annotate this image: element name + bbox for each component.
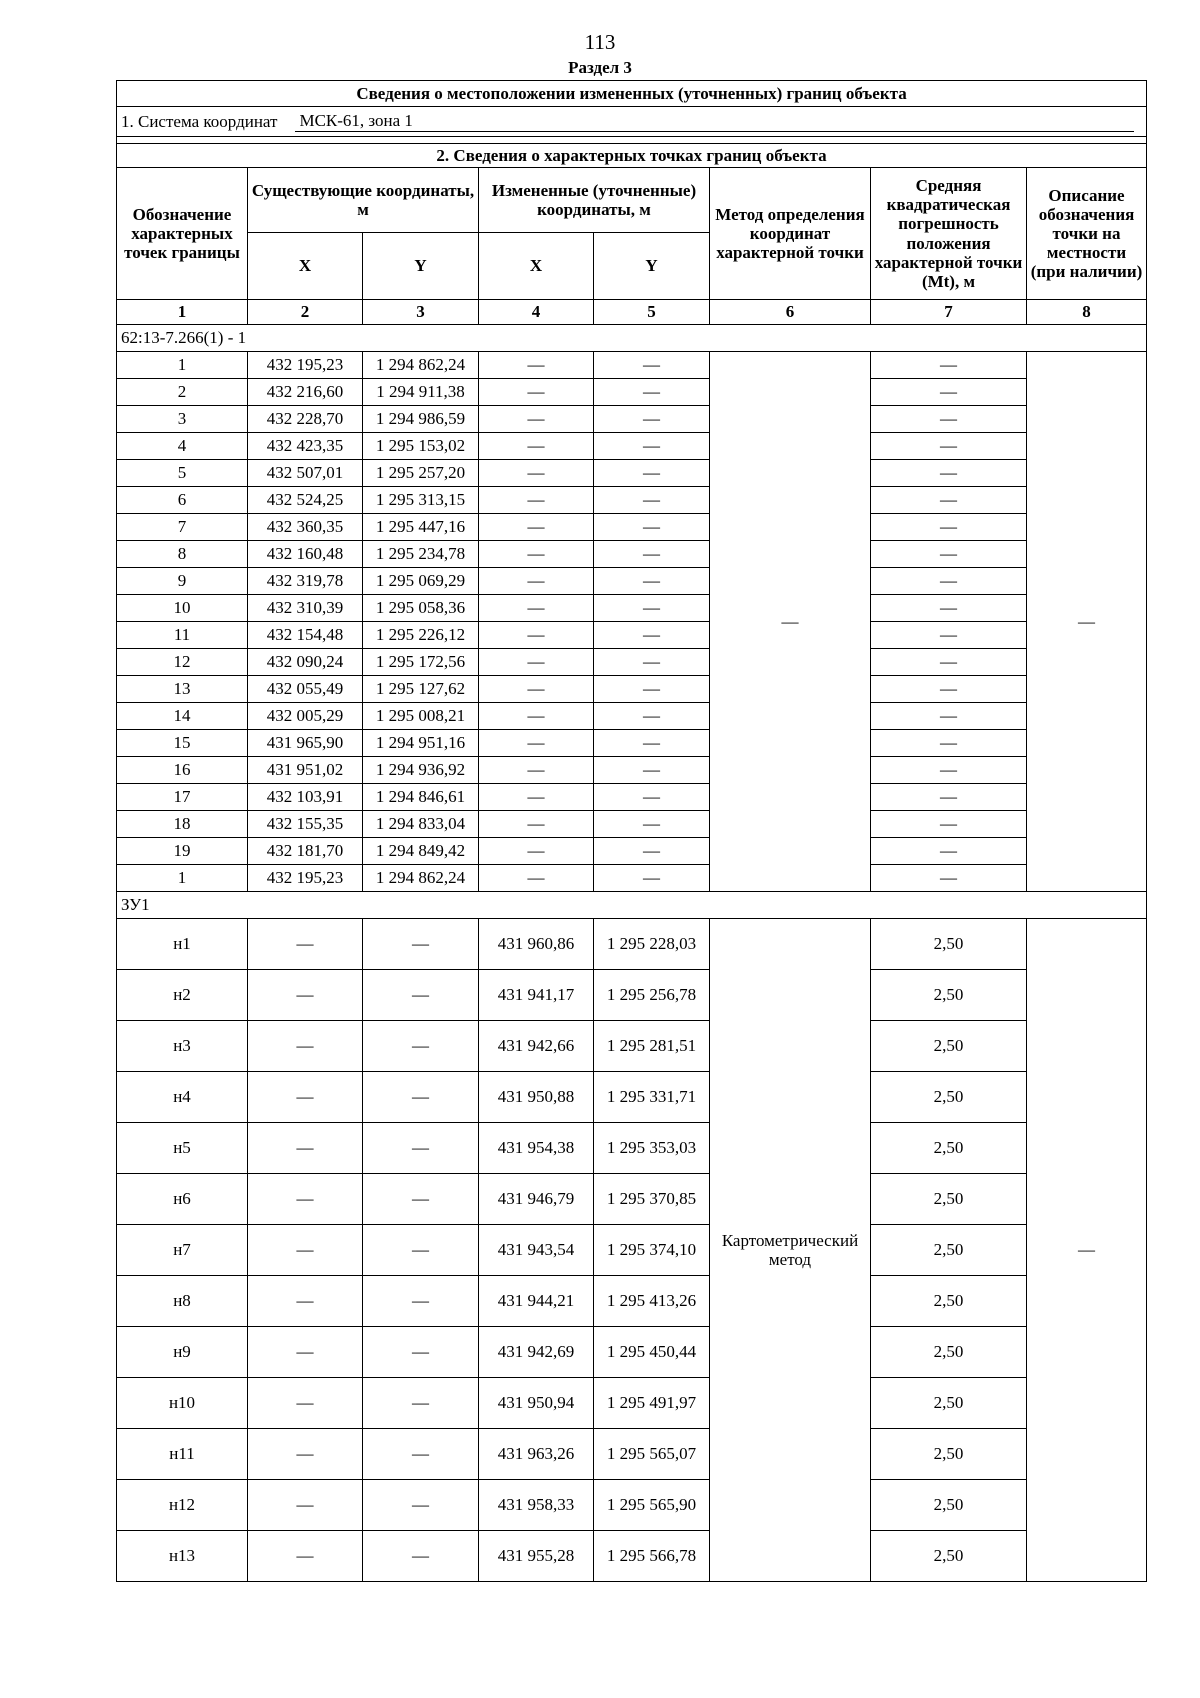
existing-x: 431 951,02 [248,757,363,784]
new-x: 431 954,38 [479,1123,594,1174]
new-x: 431 963,26 [479,1429,594,1480]
new-y: — [594,568,710,595]
new-x: — [479,541,594,568]
new-y: 1 295 565,90 [594,1480,710,1531]
column-number: 8 [1027,300,1147,325]
existing-y: 1 295 447,16 [363,514,479,541]
new-x: — [479,460,594,487]
mt-value: — [871,676,1027,703]
existing-y: 1 295 008,21 [363,703,479,730]
existing-x: 432 360,35 [248,514,363,541]
table-row [117,784,1147,811]
mt-value: 2,50 [871,1225,1027,1276]
mt-value: — [871,784,1027,811]
existing-y: — [363,1174,479,1225]
new-x: 431 950,94 [479,1378,594,1429]
group-label: ЗУ1 [117,892,1147,919]
new-y: 1 295 256,78 [594,970,710,1021]
mt-value: 2,50 [871,1378,1027,1429]
method-cell: — [710,352,871,892]
mt-value: — [871,379,1027,406]
new-x: — [479,649,594,676]
point-designation: 6 [117,487,248,514]
point-designation: 12 [117,649,248,676]
point-designation: н11 [117,1429,248,1480]
existing-x: — [248,1225,363,1276]
mt-value: 2,50 [871,1480,1027,1531]
new-y: — [594,487,710,514]
new-y: — [594,757,710,784]
point-designation: н6 [117,1174,248,1225]
new-x: — [479,622,594,649]
new-y: — [594,352,710,379]
new-x: — [479,352,594,379]
existing-x: 432 005,29 [248,703,363,730]
existing-x: 432 055,49 [248,676,363,703]
new-y: — [594,622,710,649]
new-y: — [594,595,710,622]
new-y: 1 295 331,71 [594,1072,710,1123]
table-row [117,460,1147,487]
point-designation: 18 [117,811,248,838]
point-designation: 1 [117,865,248,892]
existing-y: — [363,1021,479,1072]
point-designation: н13 [117,1531,248,1582]
table-row [117,541,1147,568]
spacer-row [117,137,1147,144]
new-y: 1 295 228,03 [594,919,710,970]
mt-value: — [871,811,1027,838]
header-row [117,168,1147,233]
mt-value: — [871,757,1027,784]
point-designation: 15 [117,730,248,757]
coord-system-row [117,107,1147,137]
table-title-row [117,81,1147,107]
description-cell: — [1027,352,1147,892]
existing-y: 1 294 951,16 [363,730,479,757]
point-designation: н12 [117,1480,248,1531]
new-y: — [594,406,710,433]
existing-y: 1 295 257,20 [363,460,479,487]
new-x: 431 942,66 [479,1021,594,1072]
point-designation: н8 [117,1276,248,1327]
mt-value: 2,50 [871,970,1027,1021]
column-numbers-row [117,300,1147,325]
existing-y: — [363,1276,479,1327]
new-x: — [479,595,594,622]
existing-x: — [248,1021,363,1072]
point-designation: 14 [117,703,248,730]
point-designation: 7 [117,514,248,541]
new-y: — [594,865,710,892]
existing-x: — [248,1429,363,1480]
new-x: — [479,487,594,514]
points-title-row [117,144,1147,168]
existing-x: — [248,1480,363,1531]
existing-x: 432 195,23 [248,352,363,379]
existing-y: 1 295 058,36 [363,595,479,622]
new-x: — [479,730,594,757]
table-row [117,1072,1147,1123]
column-number: 4 [479,300,594,325]
new-x: 431 958,33 [479,1480,594,1531]
table-row [117,1327,1147,1378]
table-row [117,970,1147,1021]
point-designation: 9 [117,568,248,595]
new-y: 1 295 565,07 [594,1429,710,1480]
new-x: — [479,433,594,460]
table-row [117,1021,1147,1072]
existing-x: 432 160,48 [248,541,363,568]
table-row [117,676,1147,703]
table-row [117,757,1147,784]
existing-x: — [248,1276,363,1327]
new-y: 1 295 353,03 [594,1123,710,1174]
mt-value: 2,50 [871,919,1027,970]
point-designation: 16 [117,757,248,784]
existing-y: — [363,1429,479,1480]
group-label: 62:13-7.266(1) - 1 [117,325,1147,352]
new-y: — [594,676,710,703]
existing-y: 1 295 313,15 [363,487,479,514]
coord-system-value: МСК-61, зона 1 [295,111,1134,131]
table-row [117,730,1147,757]
boundary-table [116,80,1147,1582]
existing-y: — [363,1378,479,1429]
column-number: 1 [117,300,248,325]
section-title: Раздел 3 [568,58,632,77]
new-y: 1 295 370,85 [594,1174,710,1225]
group-label-row [117,892,1147,919]
table-row [117,811,1147,838]
mt-value: — [871,568,1027,595]
existing-y: 1 294 833,04 [363,811,479,838]
existing-y: 1 294 849,42 [363,838,479,865]
new-x: 431 960,86 [479,919,594,970]
existing-y: 1 295 069,29 [363,568,479,595]
table-row [117,406,1147,433]
existing-x: 432 181,70 [248,838,363,865]
new-y: — [594,460,710,487]
existing-x: — [248,1531,363,1582]
table-row [117,865,1147,892]
existing-y: 1 295 153,02 [363,433,479,460]
existing-x: 432 524,25 [248,487,363,514]
existing-y: — [363,1327,479,1378]
header-y-new: Y [594,233,710,300]
table-row [117,703,1147,730]
existing-y: — [363,1225,479,1276]
existing-y: — [363,1123,479,1174]
point-designation: 3 [117,406,248,433]
point-designation: 5 [117,460,248,487]
new-x: — [479,379,594,406]
table-row [117,487,1147,514]
mt-value: — [871,649,1027,676]
point-designation: н1 [117,919,248,970]
mt-value: — [871,406,1027,433]
existing-y: 1 294 862,24 [363,352,479,379]
table-row [117,379,1147,406]
mt-value: — [871,487,1027,514]
point-designation: н4 [117,1072,248,1123]
new-y: 1 295 281,51 [594,1021,710,1072]
new-x: — [479,784,594,811]
point-designation: н7 [117,1225,248,1276]
table-row [117,1480,1147,1531]
header-point-designation: Обозначение характерных точек границы [117,168,248,300]
coord-system-label: 1. Система координат [121,112,278,132]
mt-value: 2,50 [871,1072,1027,1123]
existing-y: — [363,1531,479,1582]
mt-value: — [871,703,1027,730]
column-number: 2 [248,300,363,325]
mt-value: — [871,730,1027,757]
new-x: 431 946,79 [479,1174,594,1225]
table-title: Сведения о местоположении измененных (уточненных) границ объекта [117,81,1147,107]
table-row [117,1276,1147,1327]
method-cell: Картометрический метод [710,919,871,1582]
column-number: 7 [871,300,1027,325]
point-designation: н10 [117,1378,248,1429]
header-method: Метод определения координат характерной точки [710,168,871,300]
new-y: — [594,433,710,460]
point-designation: 8 [117,541,248,568]
column-number: 3 [363,300,479,325]
points-title: 2. Сведения о характерных точках границ объекта [117,144,1147,168]
mt-value: 2,50 [871,1021,1027,1072]
point-designation: 19 [117,838,248,865]
new-y: — [594,703,710,730]
mt-value: — [871,514,1027,541]
existing-y: 1 295 172,56 [363,649,479,676]
mt-value: 2,50 [871,1276,1027,1327]
mt-value: — [871,352,1027,379]
point-designation: н2 [117,970,248,1021]
point-designation: 10 [117,595,248,622]
existing-y: — [363,919,479,970]
table-row [117,649,1147,676]
table-row [117,1225,1147,1276]
header-mt: Средняя квадратическая погрешность положения характерной точки (Mt), м [871,168,1027,300]
column-number: 5 [594,300,710,325]
new-x: — [479,865,594,892]
table-body [117,81,1147,1582]
table-row [117,1378,1147,1429]
existing-x: 432 507,01 [248,460,363,487]
table-row [117,352,1147,379]
existing-x: 432 195,23 [248,865,363,892]
existing-x: — [248,1072,363,1123]
existing-y: 1 295 226,12 [363,622,479,649]
existing-x: — [248,919,363,970]
new-x: — [479,703,594,730]
existing-y: 1 294 911,38 [363,379,479,406]
point-designation: н5 [117,1123,248,1174]
mt-value: 2,50 [871,1327,1027,1378]
new-y: — [594,784,710,811]
new-y: 1 295 491,97 [594,1378,710,1429]
existing-x: 432 310,39 [248,595,363,622]
point-designation: н3 [117,1021,248,1072]
existing-y: 1 294 936,92 [363,757,479,784]
mt-value: — [871,541,1027,568]
mt-value: 2,50 [871,1174,1027,1225]
mt-value: 2,50 [871,1531,1027,1582]
existing-x: 431 965,90 [248,730,363,757]
new-x: 431 950,88 [479,1072,594,1123]
table-row [117,514,1147,541]
description-cell: — [1027,919,1147,1582]
page-number: 113 [584,30,616,54]
table-row [117,622,1147,649]
new-x: — [479,676,594,703]
point-designation: 11 [117,622,248,649]
new-x: 431 941,17 [479,970,594,1021]
existing-x: — [248,970,363,1021]
new-x: 431 955,28 [479,1531,594,1582]
new-x: — [479,514,594,541]
table-row [117,595,1147,622]
mt-value: — [871,460,1027,487]
header-x-new: X [479,233,594,300]
new-y: 1 295 374,10 [594,1225,710,1276]
new-y: 1 295 413,26 [594,1276,710,1327]
point-designation: 13 [117,676,248,703]
new-x: — [479,757,594,784]
header-new-coords: Измененные (уточненные) координаты, м [479,168,710,233]
mt-value: — [871,595,1027,622]
existing-x: — [248,1123,363,1174]
existing-x: — [248,1327,363,1378]
mt-value: — [871,433,1027,460]
existing-x: 432 103,91 [248,784,363,811]
existing-y: 1 295 127,62 [363,676,479,703]
existing-x: 432 228,70 [248,406,363,433]
new-y: — [594,811,710,838]
header-y-existing: Y [363,233,479,300]
header-existing-coords: Существующие координаты, м [248,168,479,233]
new-x: — [479,811,594,838]
mt-value: — [871,865,1027,892]
point-designation: 1 [117,352,248,379]
point-designation: 4 [117,433,248,460]
column-number: 6 [710,300,871,325]
new-y: 1 295 450,44 [594,1327,710,1378]
header-description: Описание обозначения точки на местности (при наличии) [1027,168,1147,300]
new-x: — [479,838,594,865]
existing-x: — [248,1174,363,1225]
table-row [117,919,1147,970]
new-y: — [594,379,710,406]
new-y: 1 295 566,78 [594,1531,710,1582]
existing-x: 432 154,48 [248,622,363,649]
table-row [117,568,1147,595]
new-x: — [479,406,594,433]
mt-value: 2,50 [871,1123,1027,1174]
header-x-existing: X [248,233,363,300]
new-y: — [594,541,710,568]
existing-x: 432 423,35 [248,433,363,460]
new-x: 431 942,69 [479,1327,594,1378]
point-designation: 2 [117,379,248,406]
new-x: — [479,568,594,595]
group-label-row [117,325,1147,352]
mt-value: 2,50 [871,1429,1027,1480]
existing-y: 1 294 986,59 [363,406,479,433]
new-y: — [594,838,710,865]
existing-y: 1 294 862,24 [363,865,479,892]
existing-y: — [363,1480,479,1531]
table-row [117,1123,1147,1174]
existing-x: 432 319,78 [248,568,363,595]
existing-y: — [363,970,479,1021]
existing-y: — [363,1072,479,1123]
table-row [117,838,1147,865]
new-y: — [594,649,710,676]
table-row [117,433,1147,460]
existing-x: — [248,1378,363,1429]
existing-x: 432 155,35 [248,811,363,838]
existing-y: 1 294 846,61 [363,784,479,811]
new-y: — [594,730,710,757]
point-designation: н9 [117,1327,248,1378]
mt-value: — [871,838,1027,865]
mt-value: — [871,622,1027,649]
existing-x: 432 216,60 [248,379,363,406]
new-x: 431 944,21 [479,1276,594,1327]
point-designation: 17 [117,784,248,811]
existing-x: 432 090,24 [248,649,363,676]
table-row [117,1174,1147,1225]
existing-y: 1 295 234,78 [363,541,479,568]
new-x: 431 943,54 [479,1225,594,1276]
new-y: — [594,514,710,541]
table-row [117,1429,1147,1480]
table-row [117,1531,1147,1582]
